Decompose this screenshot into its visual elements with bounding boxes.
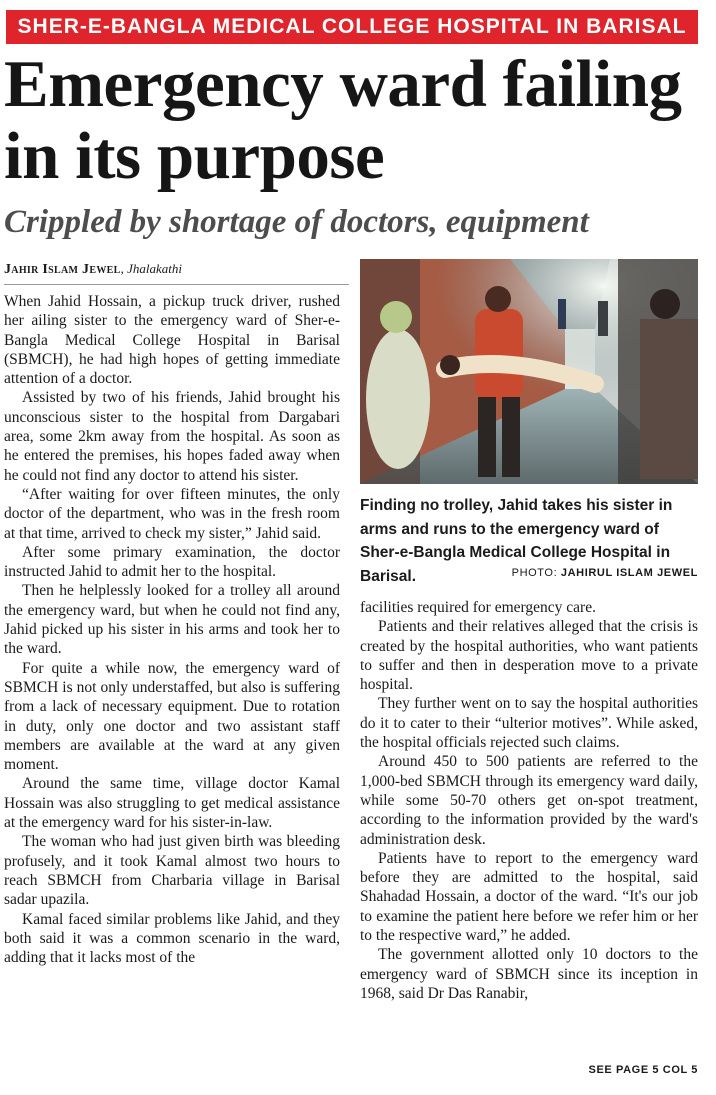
- news-photo: [360, 259, 698, 484]
- paragraph: Then he helplessly looked for a trolley all around the emergency ward, but when he could not find any, Jahid picked up his sister in his arms and took her to the ward.: [4, 582, 340, 658]
- paragraph: The woman who had just given birth was bleeding profusely, and it took Kamal almost two hours to reach SBMCH from Charbaria village in Barisal sadar upazila.: [4, 833, 340, 909]
- paragraph: Kamal faced similar problems like Jahid, and they both said it was a common scenario in the ward, adding that it lacks most of the: [4, 910, 340, 967]
- paragraph: Assisted by two of his friends, Jahid brought his unconscious sister to the hospital from Dargabari area, some 2km away from the hospital. As soon as he entered the premises, his hopes faded away when he could not find any doctor to attend his sister.: [4, 389, 340, 484]
- subheadline: Crippled by shortage of doctors, equipment: [4, 204, 589, 240]
- headline: [4, 48, 710, 192]
- paragraph: The government allotted only 10 doctors to the emergency ward of SBMCH since its inception in 1968, said Dr Das Ranabir,: [360, 946, 698, 1002]
- paragraph: They further went on to say the hospital authorities do it to cater to their “ulterior motives”. While asked, the hospital officials rejected such claims.: [360, 695, 698, 752]
- byline: [4, 259, 354, 280]
- article-column-2: [360, 598, 698, 1003]
- photo-caption: Finding no trolley, Jahid takes his sister in arms and runs to the emergency ward of Sher-e-Bangla Medical College Hospital in Barisal.: [360, 497, 673, 585]
- hospital-corridor-photo: [360, 259, 698, 484]
- article-column-1: [4, 292, 340, 967]
- paragraph: Around 450 to 500 patients are referred to the 1,000-bed SBMCH through its emergency ward daily, while some 50-70 others get on-spot treatment, according to the information provided by the ward's administration desk.: [360, 753, 698, 848]
- headline-line-2: in its purpose: [4, 119, 385, 193]
- headline-line-1: Emergency ward failing: [4, 47, 682, 121]
- byline-author: Jahir Islam Jewel: [4, 262, 121, 277]
- paragraph: facilities required for emergency care.: [360, 599, 596, 616]
- photo-credit: [512, 566, 698, 580]
- byline-separator: ,: [120, 261, 124, 276]
- paragraph: When Jahid Hossain, a pickup truck driver, rushed her ailing sister to the emergency ward of Sher-e-Bangla Medical College Hospital in Barisal (SBMCH), he had high hopes of getting immediate attention of a doctor.: [4, 293, 340, 388]
- paragraph: For quite a while now, the emergency ward of SBMCH is not only understaffed, but also is suffering from a lack of necessary equipment. Due to rotation in duty, only one doctor and two assistant staff members are available at the ward at any given moment.: [4, 659, 340, 774]
- photo-credit-label: PHOTO:: [511, 567, 558, 579]
- photo-credit-name: JAHIRUL ISLAM JEWEL: [560, 567, 698, 579]
- paragraph: Around the same time, village doctor Kamal Hossain was also struggling to get medical assistance at the emergency ward for his sister-in-law.: [4, 775, 340, 832]
- paragraph: Patients and their relatives alleged that the crisis is created by the hospital authorities, who want patients to suffer and then in desperation move to a private hospital.: [360, 618, 698, 694]
- jump-line: SEE PAGE 5 COL 5: [588, 1064, 698, 1076]
- byline-location: Jhalakathi: [127, 261, 182, 276]
- paragraph: After some primary examination, the doctor instructed Jahid to admit her to the hospital.: [4, 543, 340, 581]
- paragraph: “After waiting for over fifteen minutes, the only doctor of the department, who was in the fresh room at that time, arrived to check my sister,” Jahid said.: [4, 485, 340, 542]
- byline-divider: [4, 284, 349, 285]
- section-kicker: SHER-E-BANGLA MEDICAL COLLEGE HOSPITAL IN BARISAL: [6, 10, 698, 44]
- paragraph: Patients have to report to the emergency ward before they are admitted to the hospital, said Shahadad Hossain, a doctor of the ward. “It's our job to examine the patient here before we refer him or her to the respective ward,” he added.: [360, 849, 698, 945]
